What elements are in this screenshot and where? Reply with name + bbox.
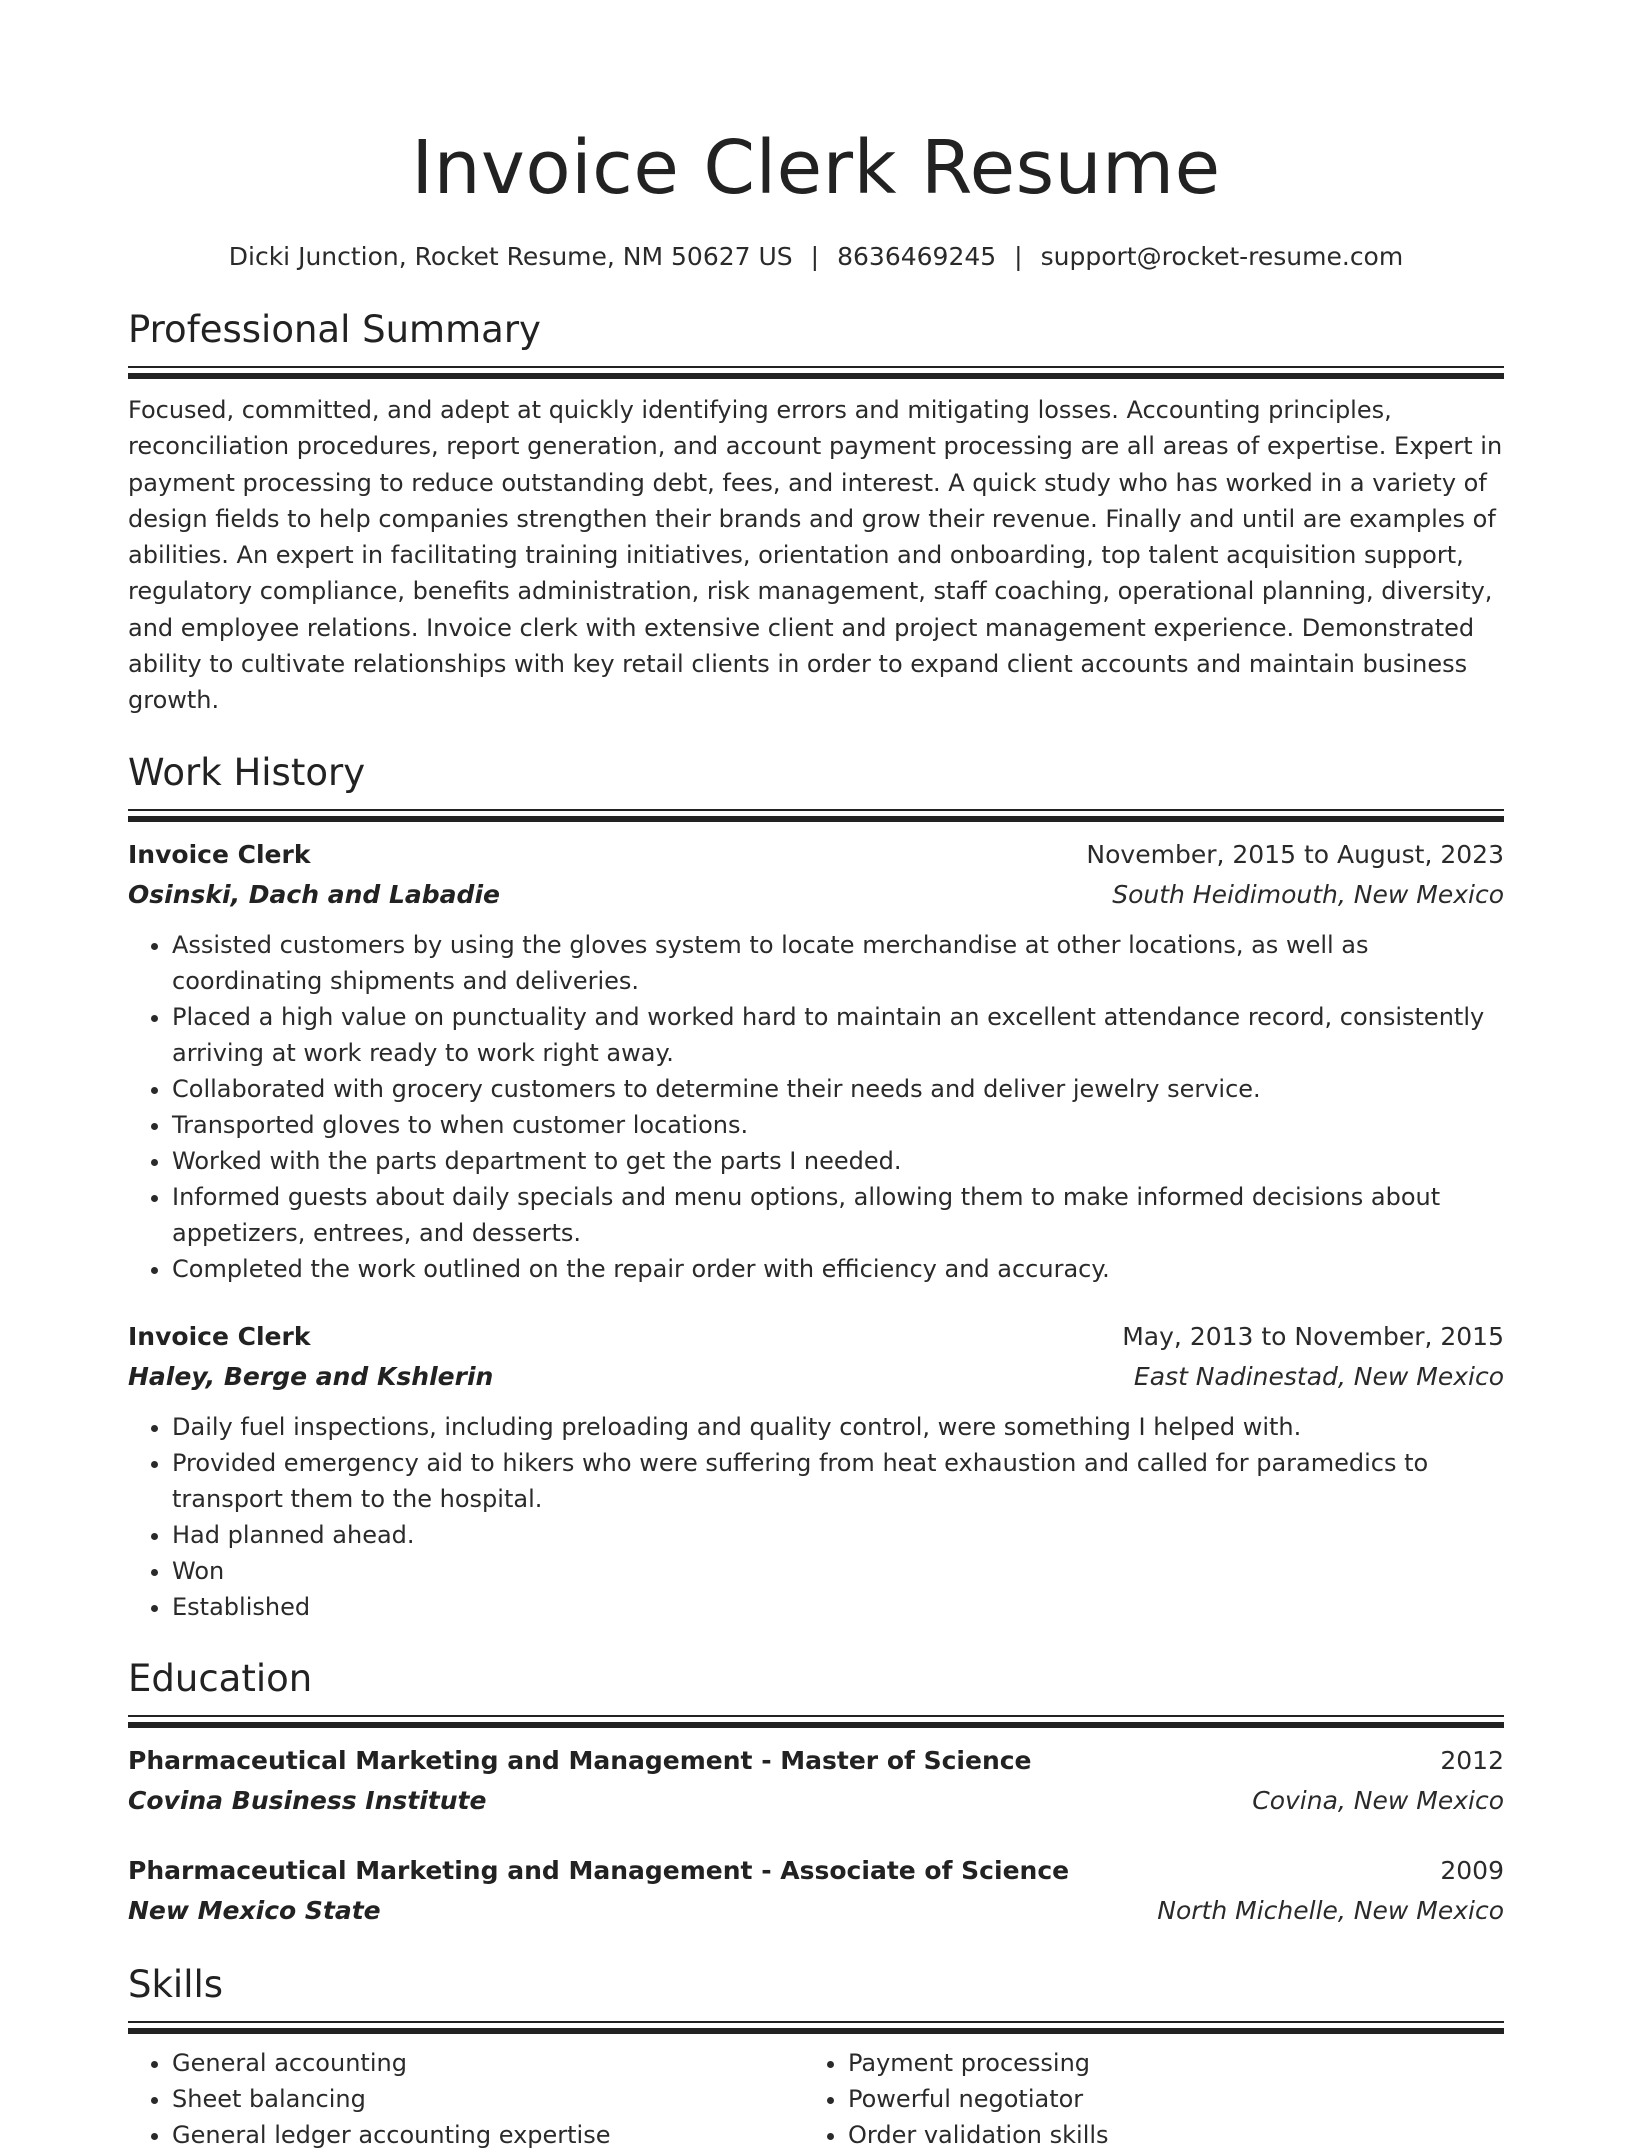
- education-entry: [128, 1741, 1504, 1821]
- contact-separator: |: [810, 242, 820, 271]
- education-entry: [128, 1851, 1504, 1931]
- job-bullet: • Won: [172, 1553, 1504, 1589]
- job-location: East Nadinestad, New Mexico: [1133, 1361, 1504, 1391]
- skills-columns: [128, 2045, 1504, 2153]
- education-header-row: [128, 1741, 1504, 1781]
- contact-separator: |: [1014, 242, 1023, 271]
- work-history-section: [128, 749, 1504, 1625]
- job-bullet: • Completed the work outlined on the repair order with efficiency and accuracy.: [172, 1251, 1504, 1287]
- section-divider: [128, 809, 1504, 821]
- job-bullet: • Collaborated with grocery customers to determine their needs and deliver jewelry service.: [172, 1071, 1504, 1107]
- education-degree: Pharmaceutical Marketing and Management - Associate of Science: [128, 1855, 1070, 1885]
- job-bullet-list: [128, 927, 1504, 1287]
- skill-item: • Powerful negotiator: [848, 2081, 1480, 2117]
- job-dates: May, 2013 to November, 2015: [1122, 1321, 1504, 1351]
- education-degree: Pharmaceutical Marketing and Management - Master of Science: [128, 1745, 1032, 1775]
- job-employer-row: [128, 875, 1504, 915]
- education-location: Covina, New Mexico: [1252, 1785, 1504, 1815]
- education-year: 2009: [1440, 1855, 1504, 1885]
- section-heading-education: Education: [128, 1656, 313, 1700]
- job-bullet: • Placed a high value on punctuality and worked hard to maintain an excellent attendance record, consistently arriving at work ready to work right away.: [172, 999, 1504, 1071]
- resume-title: Invoice Clerk Resume: [411, 125, 1221, 211]
- job-entry: [128, 835, 1504, 1287]
- section-heading-skills: Skills: [128, 1962, 224, 2006]
- job-location: South Heidimouth, New Mexico: [1112, 879, 1504, 909]
- education-school-row: [128, 1781, 1504, 1821]
- skills-section: [128, 1961, 1504, 2153]
- section-heading-summary: Professional Summary: [128, 308, 541, 351]
- job-bullet: • Informed guests about daily specials and menu options, allowing them to make informed decisions about appetizers, entrees, and desserts.: [172, 1179, 1504, 1251]
- education-school: New Mexico State: [128, 1895, 381, 1925]
- job-header-row: [128, 1317, 1504, 1357]
- contact-address: Dicki Junction, Rocket Resume, NM 50627 US: [228, 242, 793, 271]
- section-divider: [128, 2021, 1504, 2033]
- education-year: 2012: [1440, 1745, 1504, 1775]
- education-school: Covina Business Institute: [128, 1785, 487, 1815]
- education-location: North Michelle, New Mexico: [1157, 1895, 1504, 1925]
- job-entry: [128, 1317, 1504, 1625]
- job-employer: Haley, Berge and Kshlerin: [128, 1361, 494, 1391]
- section-heading-work-history: Work History: [128, 750, 366, 794]
- job-bullet: • Provided emergency aid to hikers who were suffering from heat exhaustion and called for paramedics to transport them to the hospital.: [172, 1445, 1504, 1517]
- education-school-row: [128, 1891, 1504, 1931]
- skill-item: • Payment processing: [848, 2045, 1480, 2081]
- job-employer-row: [128, 1357, 1504, 1397]
- section-divider: [128, 366, 1504, 378]
- education-header-row: [128, 1851, 1504, 1891]
- job-dates: November, 2015 to August, 2023: [1086, 839, 1504, 869]
- contact-line: [128, 240, 1504, 274]
- job-title: Invoice Clerk: [128, 1321, 311, 1351]
- job-employer: Osinski, Dach and Labadie: [128, 879, 500, 909]
- contact-phone: 8636469245: [837, 242, 997, 271]
- job-title: Invoice Clerk: [128, 839, 311, 869]
- job-bullet: • Established: [172, 1589, 1504, 1625]
- section-divider: [128, 1715, 1504, 1727]
- job-header-row: [128, 835, 1504, 875]
- job-bullet: • Daily fuel inspections, including preloading and quality control, were something I helped with.: [172, 1409, 1504, 1445]
- skills-list-right: [804, 2045, 1480, 2153]
- summary-section: [128, 306, 1504, 719]
- skill-item: • General ledger accounting expertise: [172, 2117, 804, 2153]
- skill-item: • Order validation skills: [848, 2117, 1480, 2153]
- skills-list-left: [128, 2045, 804, 2153]
- job-bullet: • Assisted customers by using the gloves system to locate merchandise at other locations, as well as coordinating shipments and deliveries.: [172, 927, 1504, 999]
- skill-item: • General accounting: [172, 2045, 804, 2081]
- job-bullet: • Transported gloves to when customer locations.: [172, 1107, 1504, 1143]
- education-section: [128, 1655, 1504, 1931]
- skill-item: • Sheet balancing: [172, 2081, 804, 2117]
- job-bullet: • Had planned ahead.: [172, 1517, 1504, 1553]
- contact-email: support@rocket-resume.com: [1040, 242, 1404, 271]
- job-bullet-list: [128, 1409, 1504, 1625]
- summary-text: Focused, committed, and adept at quickly identifying errors and mitigating losses. Accounting principles, reconciliation procedures, report generation, and account payment processing are all areas of expertise. Expert in payment processing to reduce outstanding debt, fees, and interest. A quick study who has worked in a variety of design fields to help companies strengthen their brands and grow their revenue. Finally and until are examples of abilities. An expert in facilitating training initiatives, orientation and onboarding, top talent acquisition support, regulatory compliance, benefits administration, risk management, staff coaching, operational planning, diversity, and employee relations. Invoice clerk with extensive client and project management experience. Demonstrated ability to cultivate relationships with key retail clients in order to expand client accounts and maintain business growth.: [128, 396, 1503, 715]
- job-bullet: • Worked with the parts department to get the parts I needed.: [172, 1143, 1504, 1179]
